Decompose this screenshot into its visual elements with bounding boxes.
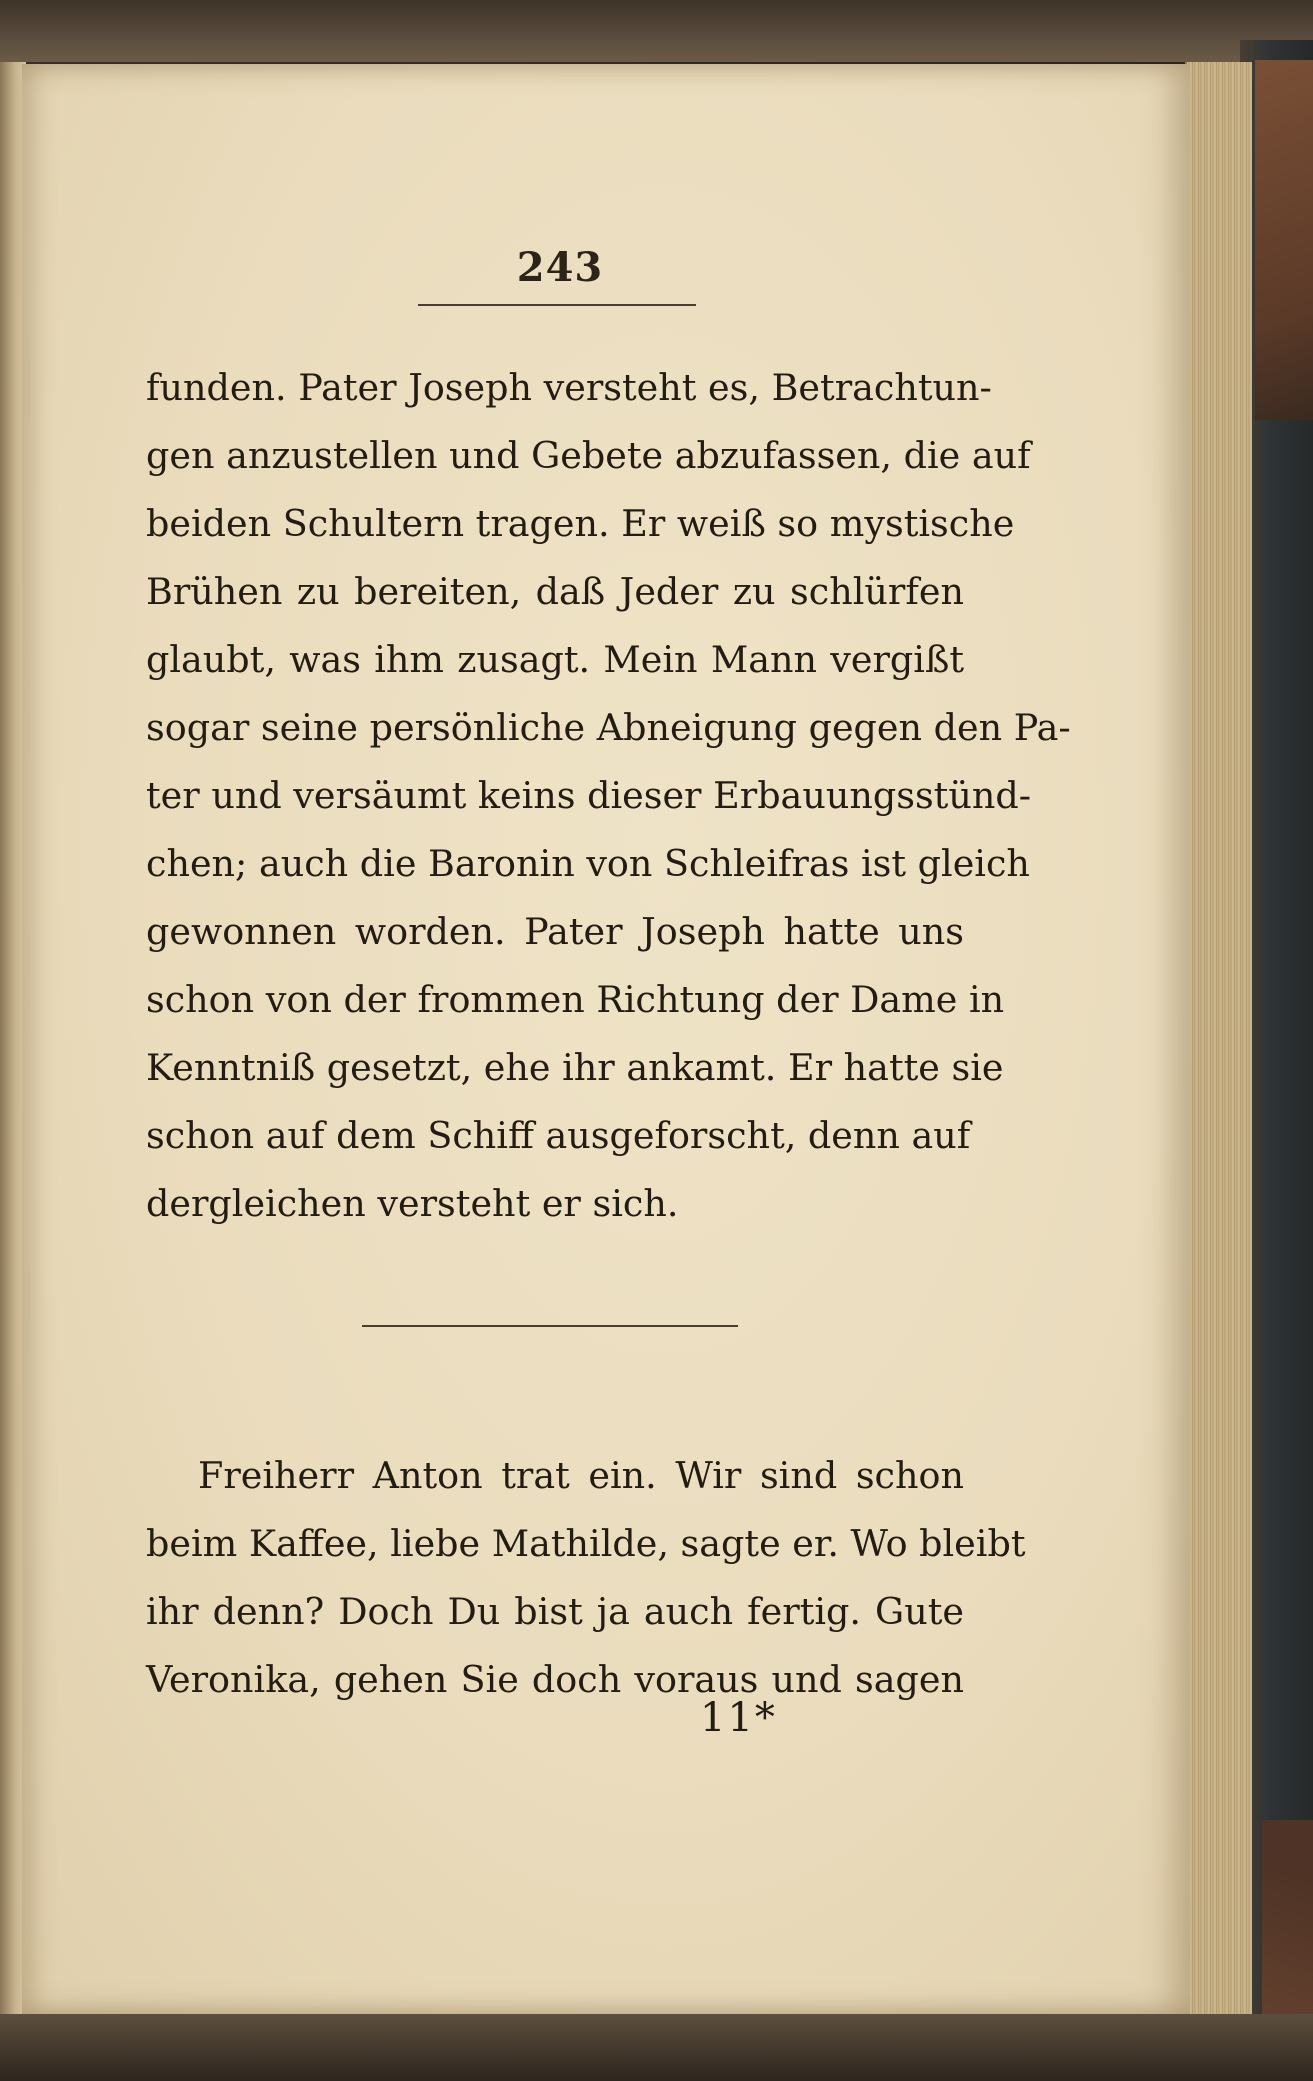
text-line: chen; auch die Baronin von Schleifras ist gleich xyxy=(146,842,1030,885)
text-line: schon von der frommen Richtung der Dame in xyxy=(146,978,1005,1021)
section-divider xyxy=(362,1325,738,1327)
text-line: dergleichen versteht er sich. xyxy=(146,1182,679,1225)
paragraph-1 xyxy=(146,354,1071,1238)
leather-corner-top xyxy=(1255,60,1313,420)
text-line: glaubt, was ihm zusagt. Mein Mann vergißt xyxy=(146,638,964,681)
text-line: gen anzustellen und Gebete abzufassen, die auf xyxy=(146,434,1031,477)
book-cover-top-edge xyxy=(0,0,1313,62)
header-rule xyxy=(418,304,696,306)
page-block-edge xyxy=(1185,62,1252,2042)
printer-signature-mark: 11* xyxy=(700,1695,777,1741)
text-line: sogar seine persönliche Abneigung gegen den Pa- xyxy=(146,706,1071,749)
text-line: Veronika, gehen Sie doch voraus und sagen xyxy=(146,1658,964,1701)
text-line: beiden Schultern tragen. Er weiß so mystische xyxy=(146,502,1015,545)
page-number: 243 xyxy=(516,244,604,291)
text-line: funden. Pater Joseph versteht es, Betrachtun- xyxy=(146,366,992,409)
text-line: Freiherr Anton trat ein. Wir sind schon xyxy=(198,1454,964,1497)
text-line: schon auf dem Schiff ausgeforscht, denn auf xyxy=(146,1114,971,1157)
text-line: ihr denn? Doch Du bist ja auch fertig. Gute xyxy=(146,1590,964,1633)
text-line: gewonnen worden. Pater Joseph hatte uns xyxy=(146,910,964,953)
text-line: Kenntniß gesetzt, ehe ihr ankamt. Er hatte sie xyxy=(146,1046,1004,1089)
text-line: ter und versäumt keins dieser Erbauungsstünd- xyxy=(146,774,1032,817)
book-bottom-edge xyxy=(0,2014,1313,2081)
text-line: beim Kaffee, liebe Mathilde, sagte er. Wo bleibt xyxy=(146,1522,1026,1565)
paragraph-2 xyxy=(146,1442,1026,1714)
text-line: Brühen zu bereiten, daß Jeder zu schlürfen xyxy=(146,570,964,613)
